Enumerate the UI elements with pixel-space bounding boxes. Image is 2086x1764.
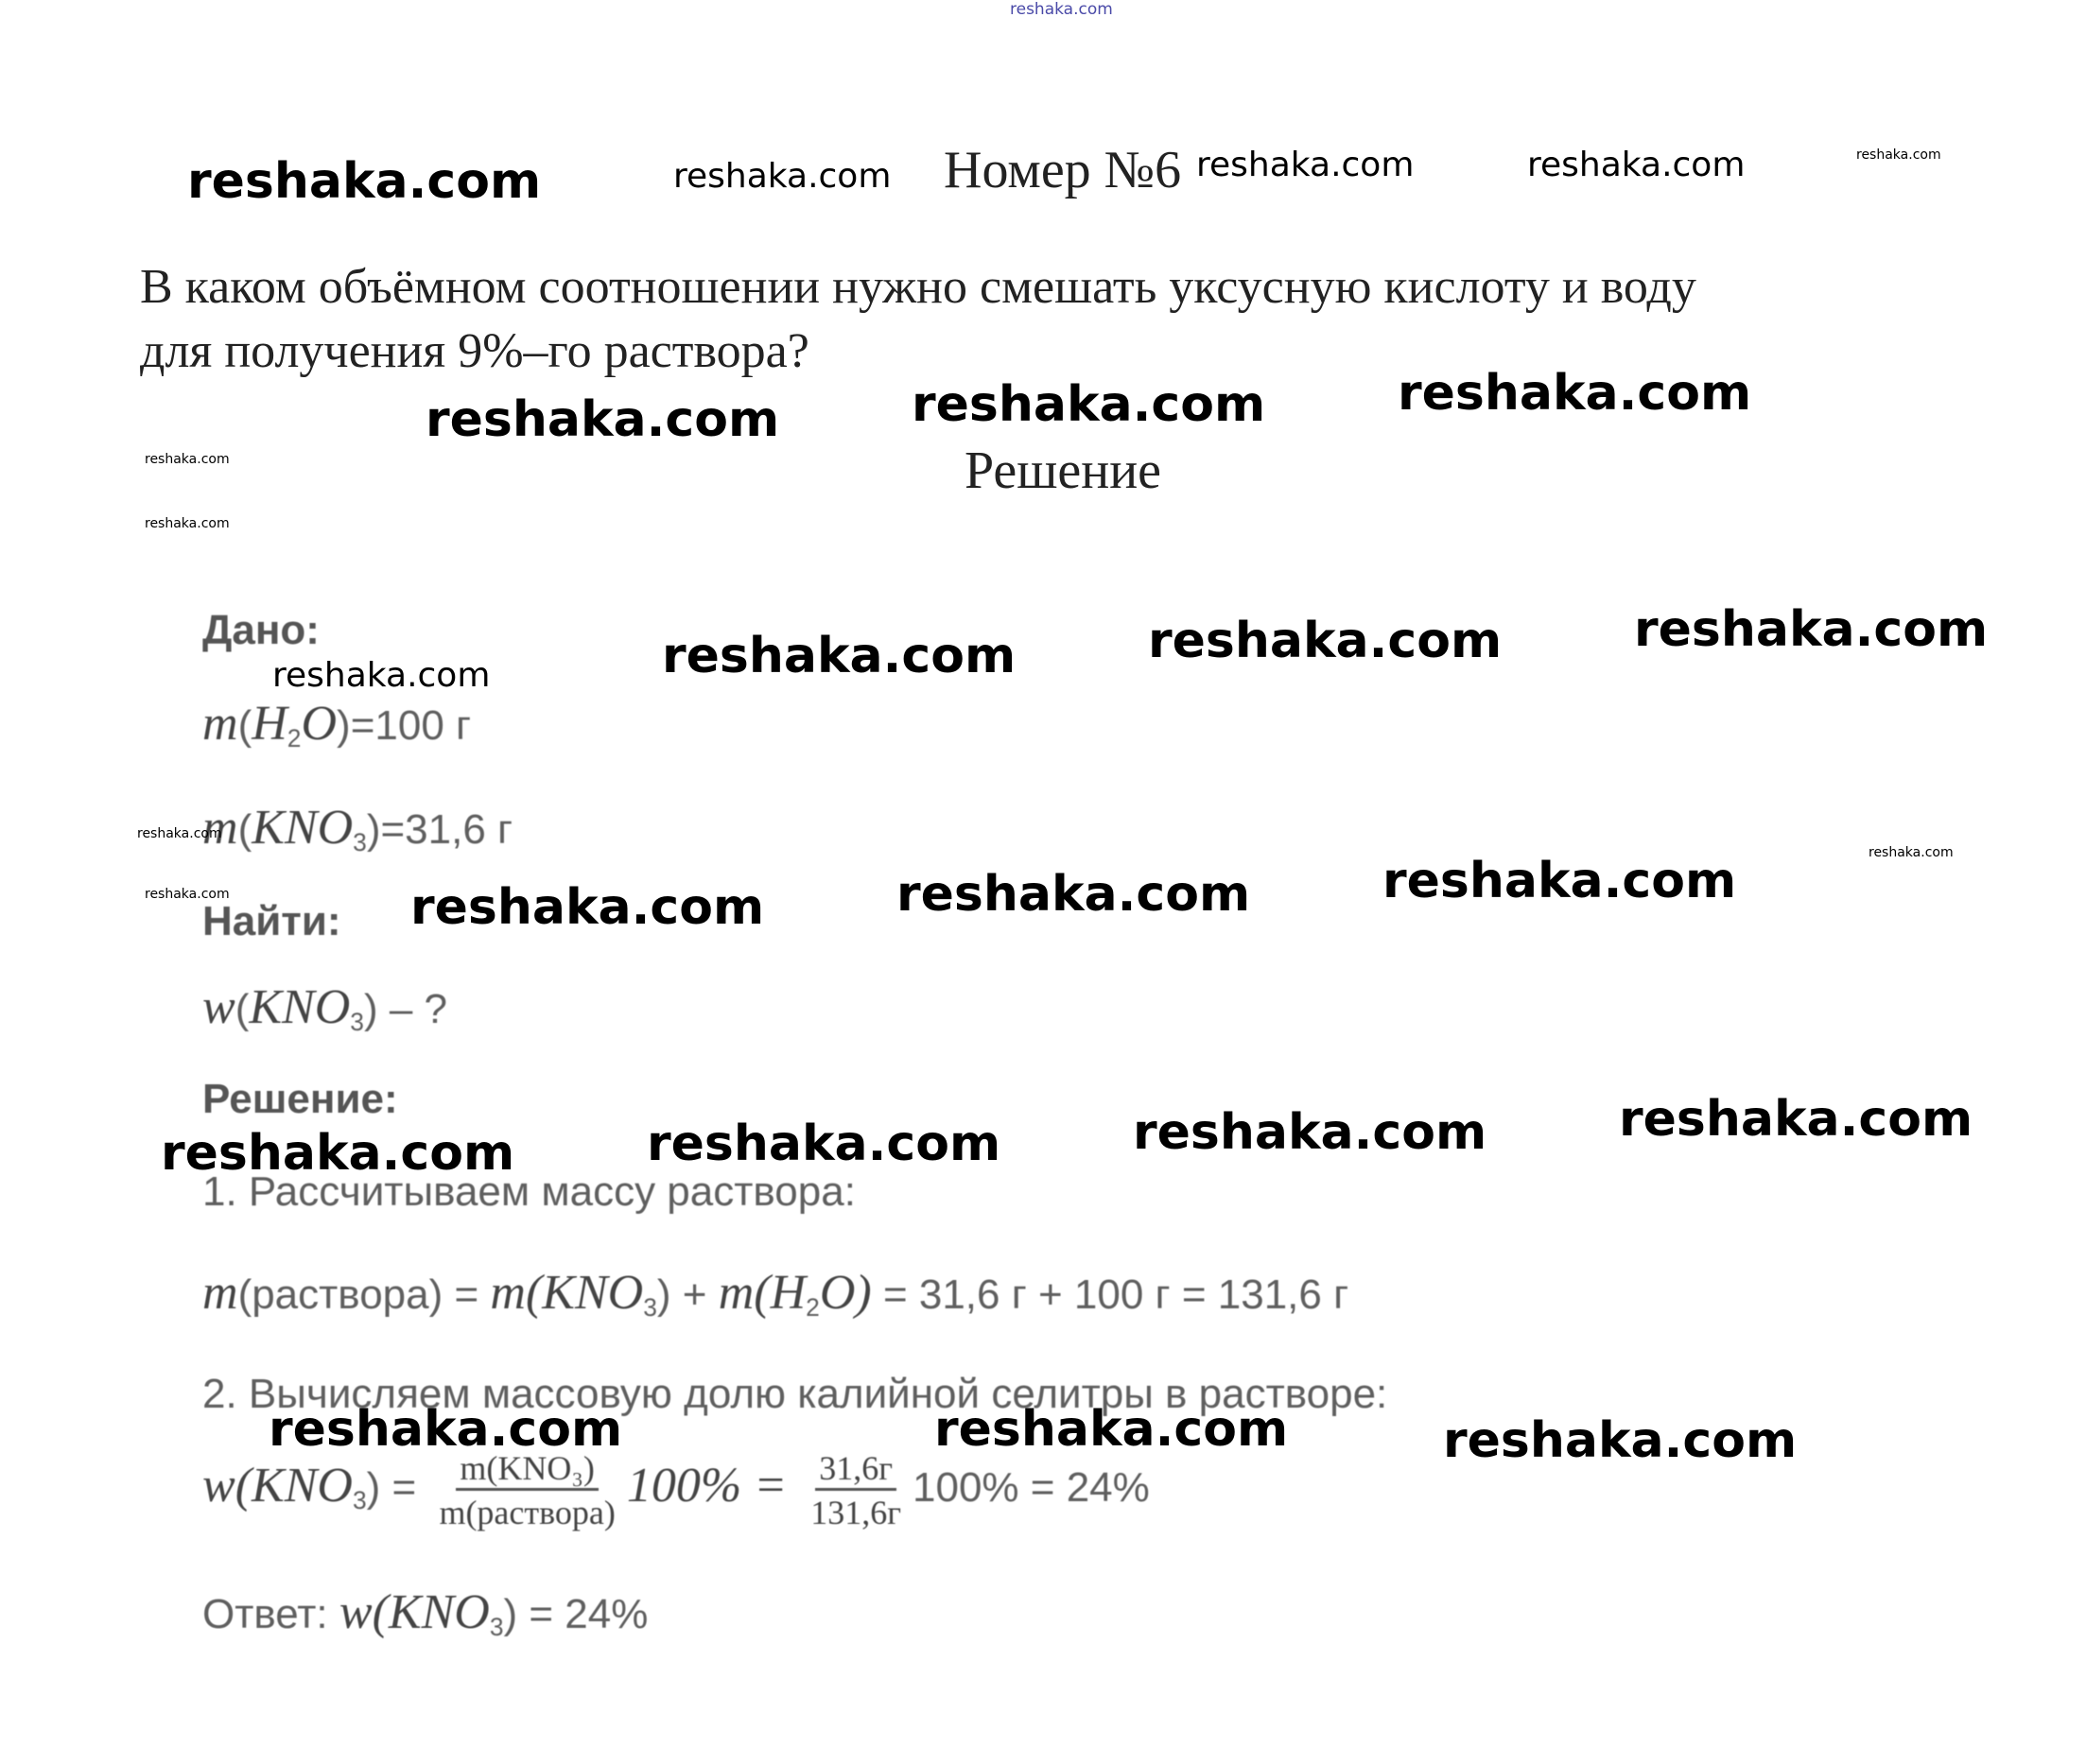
fraction-formula: $\frac{\text{m(KNO₃)}}{\text{m(раствора)}}$: [439, 1449, 616, 1531]
watermark: reshaka.com: [1133, 1104, 1487, 1161]
watermark: reshaka.com: [1527, 146, 1746, 184]
watermark: reshaka.com: [1619, 1091, 1973, 1148]
watermark: reshaka.com: [912, 376, 1266, 433]
step-1: 1. Рассчитываем массу раствора:: [202, 1168, 856, 1215]
find-label: Найти:: [202, 898, 341, 944]
watermark: reshaka.com: [269, 1401, 623, 1458]
given-label: Дано:: [202, 607, 320, 653]
watermark: reshaka.com: [145, 516, 230, 531]
watermark: reshaka.com: [410, 879, 765, 936]
watermark: reshaka.com: [934, 1401, 1289, 1458]
solution-label: Решение:: [202, 1076, 398, 1122]
watermark: reshaka.com: [145, 452, 230, 467]
watermark: reshaka.com: [1148, 613, 1503, 669]
watermark: reshaka.com: [187, 153, 542, 210]
watermark: reshaka.com: [662, 628, 1017, 684]
equation-solution-mass: m(раствора) = $m(KNO_3) + m(H_2O) = 31,6$ г + 100 г = 131,6 г: [202, 1266, 1349, 1322]
watermark: reshaka.com: [1010, 0, 1113, 19]
watermark: reshaka.com: [145, 887, 230, 902]
watermark: reshaka.com: [1856, 147, 1941, 163]
watermark: reshaka.com: [272, 656, 491, 695]
watermark: reshaka.com: [647, 1115, 1001, 1172]
given-kno3-mass: $m(KNO_3)=31,6$ г: [202, 801, 513, 856]
equation-mass-fraction: $w(KNO_3)$ = $\frac{\text{m(KNO₃)}}{\text{m(раствора)}}$ 100% = $\frac{31,6г}{131,6г}$ 100% = 24%: [202, 1449, 1150, 1531]
watermark: reshaka.com: [1398, 365, 1752, 422]
find-mass-fraction: $w(KNO_3)$ – ?: [202, 980, 447, 1036]
answer: Ответ: $w(KNO_3) = 24\%$: [202, 1585, 649, 1641]
watermark: reshaka.com: [137, 826, 222, 841]
solution-heading: Решение: [965, 441, 1162, 500]
watermark: reshaka.com: [1634, 601, 1989, 658]
question-line-1: В каком объёмном соотношении нужно смешать уксусную кислоту и воду: [140, 260, 1696, 314]
watermark: reshaka.com: [1443, 1412, 1798, 1469]
problem-title: Номер №6: [944, 141, 1182, 199]
watermark: reshaka.com: [161, 1125, 515, 1182]
watermark: reshaka.com: [896, 866, 1251, 923]
watermark: reshaka.com: [1382, 853, 1737, 909]
fraction-values: $\frac{31,6г}{131,6г}$: [810, 1449, 902, 1531]
given-water-mass: $m(H_2O)=100$ г: [202, 697, 472, 752]
step-2: 2. Вычисляем массовую долю калийной селитры в растворе:: [202, 1371, 1388, 1417]
watermark: reshaka.com: [1869, 845, 1954, 860]
watermark: reshaka.com: [1196, 146, 1415, 184]
watermark: reshaka.com: [673, 157, 892, 196]
watermark: reshaka.com: [426, 391, 780, 448]
question-line-2: для получения 9%–го раствора?: [140, 324, 809, 378]
